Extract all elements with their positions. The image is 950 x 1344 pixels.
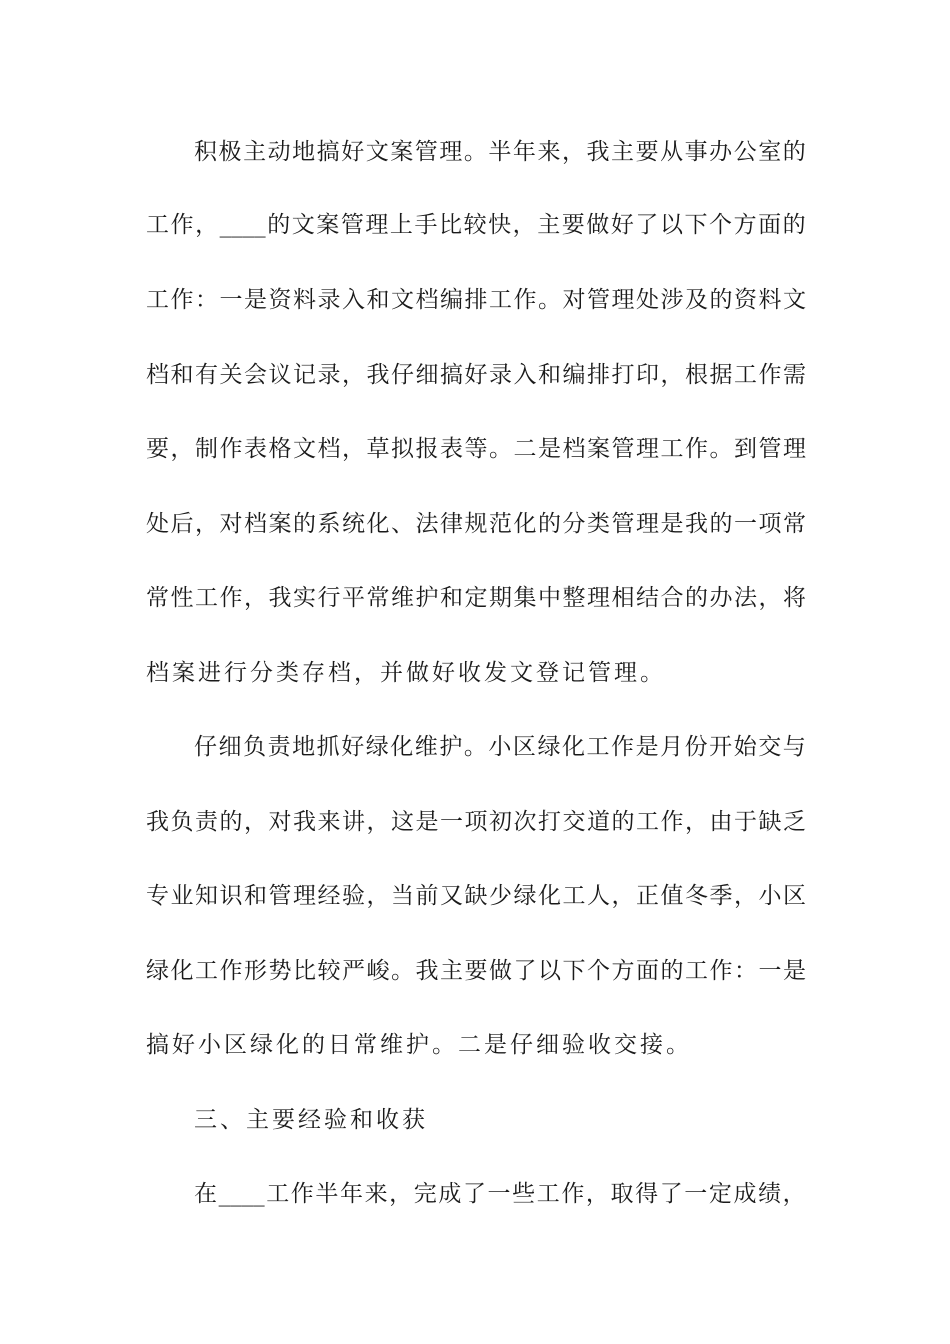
paragraph-1-line-4: 档 和 有 关 会 议 记 录 ， 我 仔 细 搞 好 录 入 和 编 排 打 印 ， 根 据 工 作 需: [146, 362, 806, 388]
section-heading: 三、主要经验和收获: [194, 1107, 428, 1133]
paragraph-2-line-3: 专 业 知 识 和 管 理 经 验 ， 当 前 又 缺 少 绿 化 工 人 ， 正 值 冬 季 ， 小 区: [146, 883, 806, 909]
paragraph-2-line-1: 仔 细 负 责 地 抓 好 绿 化 维 护 。 小 区 绿 化 工 作 是 月 份 开 始 交 与: [194, 734, 806, 760]
paragraph-1-line-7: 常 性 工 作 ， 我 实 行 平 常 维 护 和 定 期 集 中 整 理 相 结 合 的 办 法 ， 将: [146, 585, 806, 611]
paragraph-1-line-6: 处 后 ， 对 档 案 的 系 统 化 、 法 律 规 范 化 的 分 类 管 理 是 我 的 一 项 常: [146, 511, 806, 537]
paragraph-1-line-8: 档案进行分类存档，并做好收发文登记管理。: [146, 660, 666, 686]
paragraph-1-line-5: 要 ， 制 作 表 格 文 档 ， 草 拟 报 表 等 。 二 是 档 案 管 理 工 作 。 到 管 理: [146, 436, 806, 462]
paragraph-4-line-1: 在 ____ 工 作 半 年 来 ， 完 成 了 一 些 工 作 ， 取 得 了 一 定 成 绩 ，: [194, 1181, 806, 1207]
paragraph-2-line-2: 我 负 责 的 ， 对 我 来 讲 ， 这 是 一 项 初 次 打 交 道 的 工 作 ， 由 于 缺 乏: [146, 809, 806, 835]
paragraph-1-line-2: 工 作 ， ____ 的 文 案 管 理 上 手 比 较 快 ， 主 要 做 好 了 以 下 个 方 面 的: [146, 212, 806, 238]
paragraph-2-line-4: 绿 化 工 作 形 势 比 较 严 峻 。 我 主 要 做 了 以 下 个 方 面 的 工 作 ： 一 是: [146, 958, 806, 984]
paragraph-1-line-3: 工 作 ： 一 是 资 料 录 入 和 文 档 编 排 工 作 。 对 管 理 处 涉 及 的 资 料 文: [146, 287, 806, 313]
paragraph-1-line-1: 积 极 主 动 地 搞 好 文 案 管 理 。 半 年 来 ， 我 主 要 从 事 办 公 室 的: [194, 139, 806, 165]
paragraph-2-line-5: 搞好小区绿化的日常维护。二是仔细验收交接。: [146, 1032, 692, 1058]
